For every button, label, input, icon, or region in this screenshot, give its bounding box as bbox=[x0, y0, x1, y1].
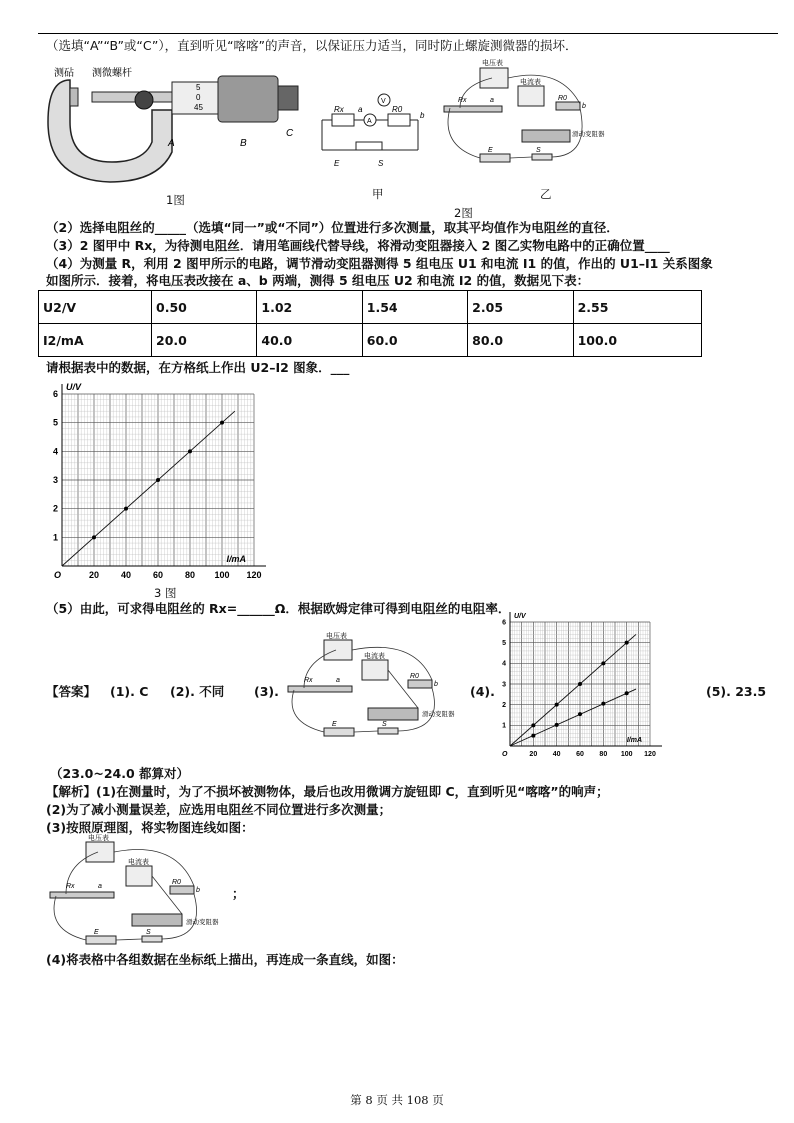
origin-label: O bbox=[502, 751, 508, 758]
label-a: A bbox=[168, 138, 175, 149]
an-battery bbox=[86, 936, 116, 944]
x-tick-label: 40 bbox=[552, 751, 561, 758]
fig3-caption: 3 图 bbox=[154, 586, 177, 600]
data-point bbox=[531, 734, 535, 738]
header-rule bbox=[38, 33, 778, 34]
an-a: a bbox=[98, 883, 102, 890]
answer-1: (1). C bbox=[110, 684, 149, 699]
table-header-i2: I2/mA bbox=[39, 324, 152, 357]
data-point bbox=[601, 702, 605, 706]
label-c: C bbox=[286, 128, 294, 139]
y-axis-label: U/V bbox=[514, 613, 526, 620]
data-point bbox=[578, 712, 582, 716]
thimble-shape bbox=[218, 76, 278, 122]
an-voltmeter bbox=[86, 842, 114, 862]
table-cell: 40.0 bbox=[257, 324, 362, 357]
answer-label: 【答案】 bbox=[46, 684, 97, 699]
y-tick-label: 4 bbox=[502, 660, 506, 668]
r0-device bbox=[556, 102, 580, 110]
jia-caption: 甲 bbox=[372, 187, 384, 201]
yi-s: S bbox=[536, 147, 541, 154]
ratchet-shape bbox=[278, 86, 298, 110]
question-4-line2: 如图所示．接着，将电压表改接在 a、b 两端，测得 5 组电压 U2 和电流 I2 的值，数据见下表： bbox=[46, 273, 590, 288]
spindle-label: 测微螺杆 bbox=[92, 68, 132, 79]
question-4-line1: （4）为测量 R，利用 2 图甲所示的电路，调节滑动变阻器测得 5 组电压 U1 和电流 I1 的值，作出的 U1–I1 关系图象 bbox=[46, 256, 713, 271]
analysis-p4: (4)将表格中各组数据在坐标纸上描出，再连成一条直线，如图： bbox=[46, 952, 404, 967]
an-rheostat-label: 滑动变阻器 bbox=[186, 919, 219, 926]
ans-e: E bbox=[332, 721, 337, 728]
x-tick-label: 20 bbox=[529, 751, 538, 758]
after-table-text: 请根据表中的数据，在方格纸上作出 U2–I2 图象．___ bbox=[46, 360, 350, 375]
y-tick-label: 4 bbox=[52, 446, 58, 457]
y-tick-label: 5 bbox=[52, 417, 58, 428]
schematic-jia bbox=[318, 90, 430, 170]
an-wire-rx bbox=[50, 892, 114, 898]
data-point bbox=[555, 723, 559, 727]
x-tick-label: 40 bbox=[120, 570, 132, 580]
y-tick-label: 2 bbox=[52, 503, 58, 514]
table-cell: 1.02 bbox=[257, 291, 362, 324]
data-point bbox=[124, 507, 128, 511]
analysis-line-1 bbox=[46, 784, 609, 800]
y-tick-label: 3 bbox=[52, 475, 58, 485]
data-point bbox=[92, 535, 96, 539]
yi-ammeter-label: 电流表 bbox=[520, 79, 541, 86]
data-point bbox=[601, 661, 605, 665]
sch-s: S bbox=[378, 159, 384, 168]
answer-2: (2). 不同 bbox=[170, 684, 225, 699]
analysis-p3: (3)按照原理图，将实物图连线如图： bbox=[46, 820, 254, 835]
sch-e: E bbox=[334, 159, 340, 168]
ans-s: S bbox=[382, 721, 387, 728]
ans-a: a bbox=[336, 677, 340, 684]
chart-u1-i1 bbox=[40, 378, 280, 583]
an-rheostat bbox=[132, 914, 182, 926]
voltmeter-device bbox=[480, 68, 508, 88]
y-tick-label: 1 bbox=[52, 532, 58, 543]
table-cell: 1.54 bbox=[362, 291, 467, 324]
yi-e: E bbox=[488, 147, 493, 154]
ans-voltmeter bbox=[324, 640, 352, 660]
y-tick-label: 6 bbox=[52, 389, 58, 399]
ans-r0-label: R0 bbox=[410, 673, 419, 680]
wire-rx bbox=[444, 106, 502, 112]
switch-device bbox=[532, 154, 552, 160]
data-point bbox=[531, 723, 535, 727]
yi-r0: R0 bbox=[558, 95, 567, 102]
label-b: B bbox=[240, 138, 247, 149]
sch-b: b bbox=[420, 111, 425, 120]
table-cell: 100.0 bbox=[573, 324, 701, 357]
answer-circuit bbox=[284, 632, 464, 744]
an-r0 bbox=[170, 886, 194, 894]
x-tick-label: 80 bbox=[599, 751, 608, 758]
fig2-caption: 2图 bbox=[454, 206, 473, 220]
origin-label: O bbox=[54, 570, 62, 580]
ans-ammeter bbox=[362, 660, 388, 680]
an-switch bbox=[142, 936, 162, 942]
battery-device bbox=[480, 154, 510, 162]
x-axis-label: I/mA bbox=[226, 554, 246, 564]
y-tick-label: 3 bbox=[502, 681, 506, 689]
x-axis-label: I/mA bbox=[626, 737, 642, 744]
table-cell: 60.0 bbox=[362, 324, 467, 357]
ans-b: b bbox=[434, 681, 438, 688]
analysis-p2: (2)为了减小测量误差，应选用电阻丝不同位置进行多次测量； bbox=[46, 802, 392, 817]
x-tick-label: 60 bbox=[152, 570, 164, 580]
y-tick-label: 5 bbox=[502, 640, 506, 647]
question-3: （3）2 图甲中 Rx，为待测电阻丝．请用笔画线代替导线，将滑动变阻器接入 2 图乙实物电路中的正确位置____ bbox=[46, 238, 670, 253]
lock-knob bbox=[135, 91, 153, 109]
table-row bbox=[39, 291, 702, 324]
analysis-circuit bbox=[46, 834, 228, 952]
table-cell: 80.0 bbox=[468, 324, 573, 357]
scale-0: 0 bbox=[196, 93, 201, 102]
x-tick-label: 60 bbox=[576, 751, 584, 758]
data-table bbox=[38, 290, 702, 357]
yi-rheostat-label: 滑动变阻器 bbox=[572, 131, 605, 138]
an-voltmeter-label: 电压表 bbox=[88, 835, 109, 842]
ans-ammeter-label: 电流表 bbox=[364, 653, 385, 660]
data-point bbox=[188, 449, 192, 453]
ans-r0 bbox=[408, 680, 432, 688]
sch-r0: R0 bbox=[392, 105, 403, 114]
sch-rx: Rx bbox=[334, 105, 344, 114]
chart-answer-u-i bbox=[494, 612, 680, 764]
x-tick-label: 20 bbox=[88, 570, 100, 580]
y-tick-label: 1 bbox=[502, 722, 506, 730]
sch-v: V bbox=[381, 98, 386, 105]
x-tick-label: 120 bbox=[246, 570, 262, 580]
spindle-shape bbox=[92, 92, 172, 102]
ans-battery bbox=[324, 728, 354, 736]
answer-5: (5). 23.5 bbox=[706, 684, 767, 699]
an-ammeter-label: 电流表 bbox=[128, 859, 149, 866]
an-rx: Rx bbox=[66, 883, 75, 890]
an-e: E bbox=[94, 929, 99, 936]
rheostat-device bbox=[522, 130, 570, 142]
answer-range: （23.0~24.0 都算对） bbox=[50, 766, 190, 781]
ans-voltmeter-label: 电压表 bbox=[326, 633, 347, 640]
scale-45: 45 bbox=[194, 103, 203, 112]
x-tick-label: 120 bbox=[644, 751, 656, 758]
question-5: （5）由此，可求得电阻丝的 Rx=______Ω．根据欧姆定律可得到电阻丝的电阻率． bbox=[46, 601, 511, 616]
rheostat-symbol bbox=[356, 142, 382, 150]
ans-rheostat bbox=[368, 708, 418, 720]
yi-caption: 乙 bbox=[540, 187, 552, 201]
answer-4: (4). bbox=[470, 684, 495, 699]
page-footer: 第 8 页 共 108 页 bbox=[350, 1093, 444, 1107]
data-point bbox=[220, 421, 224, 425]
intro-line: （选填“A”“B”或“C”），直到听见“喀喀”的声音，以保证压力适当，同时防止螺旋测微器的损坏． bbox=[46, 38, 578, 53]
ammeter-device bbox=[518, 86, 544, 106]
question-2: （2）选择电阻丝的_____（选填“同一”或“不同”）位置进行多次测量，取其平均值作为电阻丝的直径． bbox=[46, 220, 619, 235]
rx-resistor bbox=[332, 114, 354, 126]
data-point bbox=[156, 478, 160, 482]
table-row bbox=[39, 324, 702, 357]
data-point bbox=[555, 703, 559, 707]
table-cell: 0.50 bbox=[152, 291, 257, 324]
r0-resistor bbox=[388, 114, 410, 126]
yi-b: b bbox=[582, 103, 586, 110]
micrometer-figure bbox=[40, 62, 310, 212]
yi-voltmeter-label: 电压表 bbox=[482, 60, 503, 67]
x-tick-label: 100 bbox=[214, 570, 230, 580]
ans-switch bbox=[378, 728, 398, 734]
sch-a: a bbox=[358, 105, 363, 114]
y-tick-label: 6 bbox=[502, 619, 506, 627]
ans-wire-rx bbox=[288, 686, 352, 692]
table-cell: 2.55 bbox=[573, 291, 701, 324]
table-cell: 20.0 bbox=[152, 324, 257, 357]
yi-rx: Rx bbox=[458, 97, 467, 104]
ans-rx: Rx bbox=[304, 677, 313, 684]
an-s: S bbox=[146, 929, 151, 936]
y-tick-label: 2 bbox=[502, 702, 506, 709]
data-point bbox=[625, 641, 629, 645]
an-r0-label: R0 bbox=[172, 879, 181, 886]
an-b: b bbox=[196, 887, 200, 894]
analysis-semicolon: ； bbox=[232, 886, 245, 901]
x-tick-label: 80 bbox=[184, 570, 196, 580]
physical-circuit-yi bbox=[440, 56, 605, 174]
x-tick-label: 100 bbox=[620, 751, 633, 758]
table-cell: 2.05 bbox=[468, 291, 573, 324]
fig1-caption: 1图 bbox=[166, 193, 185, 207]
analysis-p1: (1)在测量时，为了不损坏被测物体，最后也改用微调方旋钮即 C，直到听见“喀喀”的响声； bbox=[96, 784, 609, 799]
ans-rheostat-label: 滑动变阻器 bbox=[422, 711, 455, 718]
analysis-label: 【解析】 bbox=[46, 784, 97, 799]
yi-a: a bbox=[490, 97, 494, 104]
sch-amp: A bbox=[367, 118, 372, 125]
anvil-shape bbox=[70, 88, 78, 106]
y-axis-label: U/V bbox=[66, 382, 82, 392]
an-ammeter bbox=[126, 866, 152, 886]
data-point bbox=[625, 691, 629, 695]
table-header-u2: U2/V bbox=[39, 291, 152, 324]
data-point bbox=[578, 682, 582, 686]
answer-3: (3). bbox=[254, 684, 279, 699]
anvil-label: 测砧 bbox=[54, 68, 74, 79]
scale-5: 5 bbox=[196, 83, 201, 92]
